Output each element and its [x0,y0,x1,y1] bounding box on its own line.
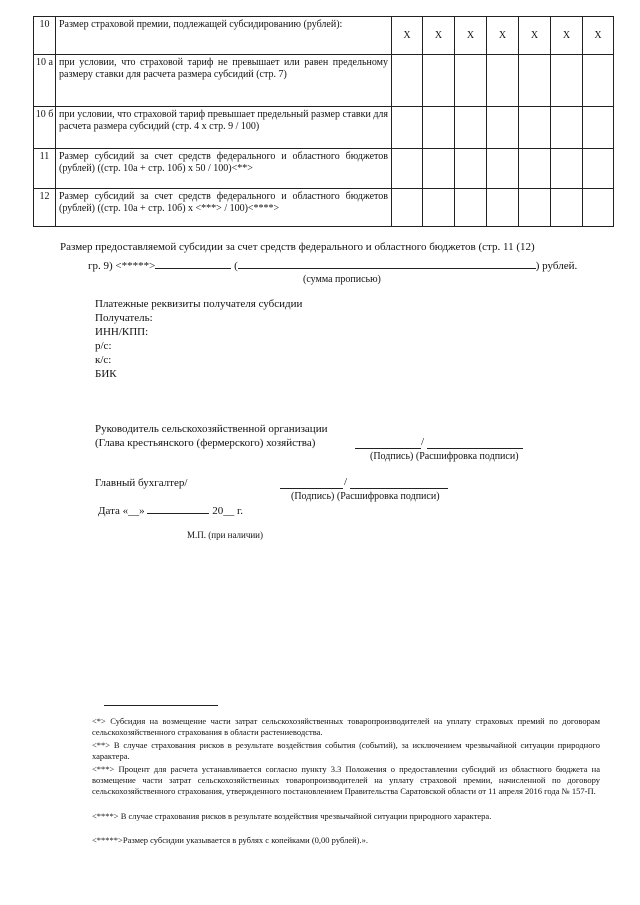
value-cell[interactable] [551,55,583,107]
table-row [34,189,614,227]
footnote-3: <***> Процент для расчета устанавливается согласно пункту 3.3 Положения о предоставлении субсидий из областного бюджета на возмещение части затрат сельскохозяйственных товаропроизводителей на уплату страховой премии, начисленной по договору сельскохозяйственного страхования, утвержденного постановлением Правительства Саратовской области от 11 апреля 2016 года № 157-П. [92,764,600,796]
date-month-field[interactable] [147,503,209,514]
row-description: Размер страховой премии, подлежащей субсидированию (рублей): [56,17,392,55]
row-number: 10 [34,17,56,55]
accountant-signature-caption: (Подпись) (Расшифровка подписи) [291,491,440,502]
subsidy-words-close: ) рублей. [535,260,578,272]
correspondent-account-label: к/с: [95,354,112,366]
value-cell: Х [519,17,551,55]
subsidy-calculation-table [33,16,614,227]
bik-label: БИК [95,368,117,380]
value-cell[interactable] [519,107,551,149]
chief-accountant-label: Главный бухгалтер/ [95,477,188,489]
row-number: 10 б [34,107,56,149]
footnote-2: <**> В случае страхования рисков в результате воздействия события (событий), за исключением чрезвычайной ситуации природного характера. [92,740,600,761]
footnote-5: <*****>Размер субсидии указывается в рублях с копейками (0,00 рублей).». [92,835,368,845]
value-cell[interactable] [392,107,423,149]
value-cell[interactable] [583,107,614,149]
row-number: 10 а [34,55,56,107]
settlement-account-label: р/с: [95,340,112,352]
date-year: 20__ г. [212,505,243,517]
payment-details-title: Платежные реквизиты получателя субсидии [95,298,303,310]
value-cell[interactable] [519,189,551,227]
table-row [34,17,614,55]
value-cell[interactable] [487,107,519,149]
value-cell[interactable] [455,189,487,227]
value-cell[interactable] [583,189,614,227]
value-cell[interactable] [455,149,487,189]
footnote-1: <*> Субсидия на возмещение части затрат сельскохозяйственных товаропроизводителей на уплату страховых премий по договорам сельскохозяйственного страхования в области растениеводства. [92,716,600,737]
value-cell[interactable] [423,107,455,149]
value-cell: Х [392,17,423,55]
value-cell[interactable] [487,149,519,189]
recipient-label: Получатель: [95,312,153,324]
row-number: 12 [34,189,56,227]
value-cell[interactable] [551,107,583,149]
value-cell: Х [487,17,519,55]
value-cell[interactable] [423,149,455,189]
value-cell[interactable] [583,55,614,107]
subsidy-amount-field[interactable] [155,258,231,269]
row-description: при условии, что страховой тариф не превышает или равен предельному размеру ставки для расчета размера субсидий (стр. 7) [56,55,392,107]
value-cell: Х [583,17,614,55]
subsidy-amount-line-1: Размер предоставляемой субсидии за счет средств федерального и областного бюджетов (стр. 11 (12) [60,241,535,253]
date-line [98,503,243,517]
value-cell: Х [423,17,455,55]
value-cell: Х [455,17,487,55]
value-cell[interactable] [455,107,487,149]
row-description: Размер субсидий за счет средств федерального и областного бюджетов (рублей) ((стр. 10а + стр. 10б) х 50 / 100)<**> [56,149,392,189]
value-cell[interactable] [551,149,583,189]
value-cell[interactable] [392,149,423,189]
accountant-signature-line[interactable] [280,488,343,489]
table-row [34,55,614,107]
value-cell[interactable] [392,55,423,107]
value-cell[interactable] [551,189,583,227]
head-title-line-1: Руководитель сельскохозяйственной организации [95,423,328,435]
value-cell[interactable] [423,189,455,227]
footnote-4: <****> В случае страхования рисков в результате воздействия чрезвычайной ситуации природного характера. [92,811,492,821]
inn-kpp-label: ИНН/КПП: [95,326,149,338]
value-cell[interactable] [487,189,519,227]
value-cell[interactable] [583,149,614,189]
value-cell[interactable] [392,189,423,227]
row-description: Размер субсидий за счет средств федерального и областного бюджетов (рублей) ((стр. 10а + стр. 10б) х <***> / 100)<****> [56,189,392,227]
head-title-line-2: (Глава крестьянского (фермерского) хозяйства) [95,437,316,449]
head-signature-slash: / [421,436,425,448]
stamp-place: М.П. (при наличии) [187,530,263,540]
subsidy-words-field[interactable] [238,258,536,269]
head-name-line[interactable] [427,448,523,449]
date-label: Дата «__» [98,505,145,517]
subsidy-amount-prefix: гр. 9) <*****> [88,260,156,272]
value-cell[interactable] [519,149,551,189]
footnote-separator [104,705,218,706]
row-number: 11 [34,149,56,189]
table-row [34,107,614,149]
value-cell: Х [551,17,583,55]
value-cell[interactable] [519,55,551,107]
value-cell[interactable] [455,55,487,107]
accountant-signature-slash: / [344,476,348,488]
accountant-name-line[interactable] [350,488,448,489]
head-signature-caption: (Подпись) (Расшифровка подписи) [370,451,519,462]
table-row [34,149,614,189]
value-cell[interactable] [487,55,519,107]
subsidy-words-open: ( [234,260,238,272]
amount-in-words-caption: (сумма прописью) [303,274,381,285]
row-description: при условии, что страховой тариф превышает предельный размер ставки для расчета размера субсидий (стр. 4 х стр. 9 / 100) [56,107,392,149]
head-signature-line[interactable] [355,448,421,449]
subsidy-amount-line-2 [88,258,577,272]
value-cell[interactable] [423,55,455,107]
